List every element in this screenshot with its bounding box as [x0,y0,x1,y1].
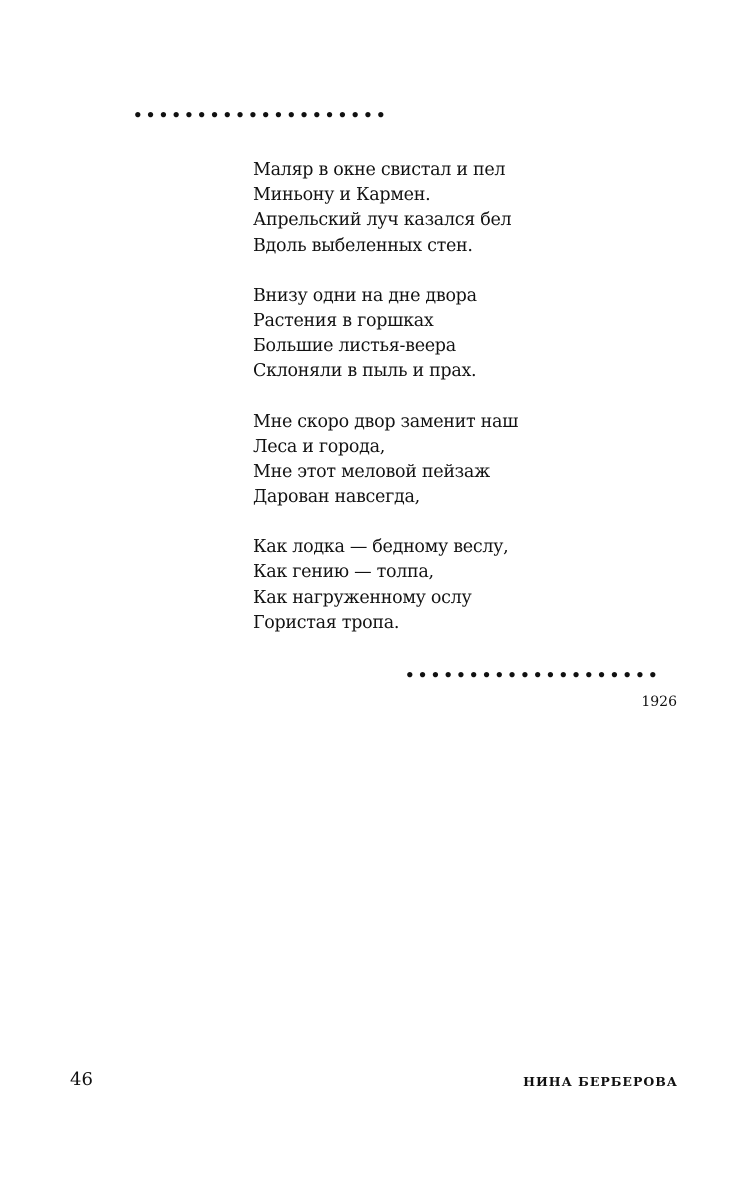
poem-line: Как нагруженному ослу [253,587,472,608]
stanza-1 [253,158,693,259]
poem-line: Склоняли в пыль и прах. [253,361,477,382]
poem-line: Вдоль выбеленных стен. [253,235,473,256]
poem-line: Дарован навсегда, [253,487,420,508]
page-number: 46 [70,1069,93,1090]
poem-line: Внизу одни на дне двора [253,285,477,306]
poem [253,158,693,661]
poem-year: 1926 [641,694,677,710]
stanza-3 [253,410,693,511]
poem-line: Большие листья-веера [253,336,456,357]
running-footer-author: НИНА БЕРБЕРОВА [523,1074,678,1089]
poem-line: Мне этот меловой пейзаж [253,461,490,482]
top-ornament-dots: •••••••••••••••••••• [133,106,389,124]
poem-line: Апрельский луч казался бел [253,210,512,231]
poem-line: Растения в горшках [253,310,434,331]
stanza-2 [253,284,693,385]
bottom-ornament-dots: •••••••••••••••••••• [405,666,661,684]
poem-line: Леса и города, [253,436,385,457]
poem-line: Миньону и Кармен. [253,185,431,206]
poem-line: Маляр в окне свистал и пел [253,160,506,180]
stanza-4 [253,535,693,636]
poem-line: Мне скоро двор заменит наш [253,411,519,432]
poem-line: Как гению — толпа, [253,562,434,583]
poem-line: Гористая тропа. [253,612,400,633]
poem-line: Как лодка — бедному веслу, [253,537,509,558]
